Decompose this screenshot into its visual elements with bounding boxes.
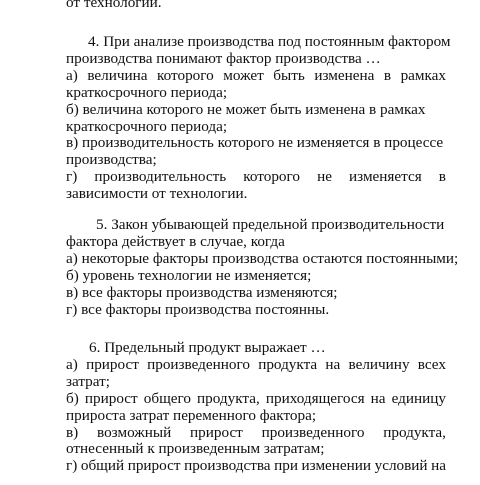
word: прирост — [127, 457, 181, 475]
word: г) — [66, 168, 78, 186]
question-4-option-a-line-2: краткосрочного периода; — [66, 83, 228, 101]
word: б) — [66, 389, 79, 407]
question-4-option-a-line-1 — [66, 68, 446, 85]
question-6-option-v-line-1 — [66, 425, 446, 442]
word: изменяется — [349, 168, 422, 186]
word: произведенного — [261, 423, 365, 441]
question-6 — [66, 340, 446, 475]
word: величину — [348, 355, 410, 373]
question-6-option-b-line-2: прироста затрат переменного фактора; — [66, 406, 317, 424]
word: произведенного — [147, 355, 250, 373]
question-5-option-v: в) все факторы производства изменяются; — [66, 283, 338, 301]
word: которого — [243, 168, 300, 186]
word: прирост — [84, 389, 138, 407]
word: не — [317, 168, 332, 186]
word: производительность — [94, 168, 227, 186]
word: приходящегося — [265, 389, 365, 407]
question-6-option-b-line-1 — [66, 391, 446, 408]
word: быть — [273, 66, 305, 84]
question-6-option-g-line-1 — [66, 458, 446, 475]
question-4-option-g-line-2: зависимости от технологии. — [66, 185, 248, 203]
question-4-option-b-line-2: краткосрочного периода; — [66, 117, 228, 135]
question-5-option-a: а) некоторые факторы производства остаются постоянными; — [66, 249, 459, 267]
word: прирост — [190, 423, 243, 441]
word: производства — [184, 457, 271, 475]
word: на — [370, 389, 386, 407]
word: возможный — [97, 423, 172, 441]
word: а) — [66, 355, 78, 373]
word: в — [383, 66, 392, 84]
word: изменена — [314, 66, 375, 84]
word: продукта — [258, 355, 318, 373]
word: общий — [80, 457, 125, 475]
question-4-option-v-line-1: в) производительность которого не изменяется в процессе — [66, 134, 444, 152]
word: изменении — [301, 457, 372, 475]
question-6-option-v-line-2: отнесенный к произведенным затратам; — [66, 440, 325, 458]
word: продукта, — [383, 423, 446, 441]
word: общего — [143, 389, 191, 407]
word: на — [431, 457, 446, 475]
word: которого — [157, 66, 214, 84]
top-fragment-block — [66, 0, 446, 12]
question-4-option-v-line-2: производства; — [66, 151, 157, 169]
question-6-option-a-line-2: затрат; — [66, 372, 110, 390]
word: может — [223, 66, 264, 84]
word: при — [274, 457, 298, 475]
word: в — [438, 168, 446, 186]
word: а) — [66, 66, 78, 84]
word: г) — [66, 457, 78, 475]
word: в) — [66, 423, 79, 441]
question-4-option-b-line-1: б) величина которого не может быть изменена в рамках — [66, 100, 426, 118]
word: на — [325, 355, 341, 373]
question-6-text: 6. Предельный продукт выражает … — [89, 339, 326, 356]
word: рамках — [400, 66, 446, 84]
word: всех — [417, 355, 446, 373]
question-4 — [66, 33, 451, 203]
question-5-text-line-2: фактора действует в случае, когда — [66, 232, 285, 250]
word: продукта, — [197, 389, 260, 407]
question-5-option-g: г) все факторы производства постоянны. — [66, 300, 330, 318]
word: прирост — [86, 355, 139, 373]
question-5 — [66, 216, 459, 318]
question-5-text-line-1: 5. Закон убывающей предельной производительности — [96, 216, 445, 233]
question-6-option-a-line-1 — [66, 357, 446, 374]
question-4-text-line-1: 4. При анализе производства под постоянным фактором — [88, 33, 451, 50]
word: единицу — [391, 389, 446, 407]
top-fragment-text: от технологии. — [66, 0, 162, 11]
question-5-option-b: б) уровень технологии не изменяется; — [66, 266, 312, 284]
word: величина — [87, 66, 148, 84]
question-4-option-g-line-1 — [66, 169, 446, 186]
word: условий — [374, 457, 428, 475]
question-4-text-line-2: производства понимают фактор производства … — [66, 49, 381, 67]
